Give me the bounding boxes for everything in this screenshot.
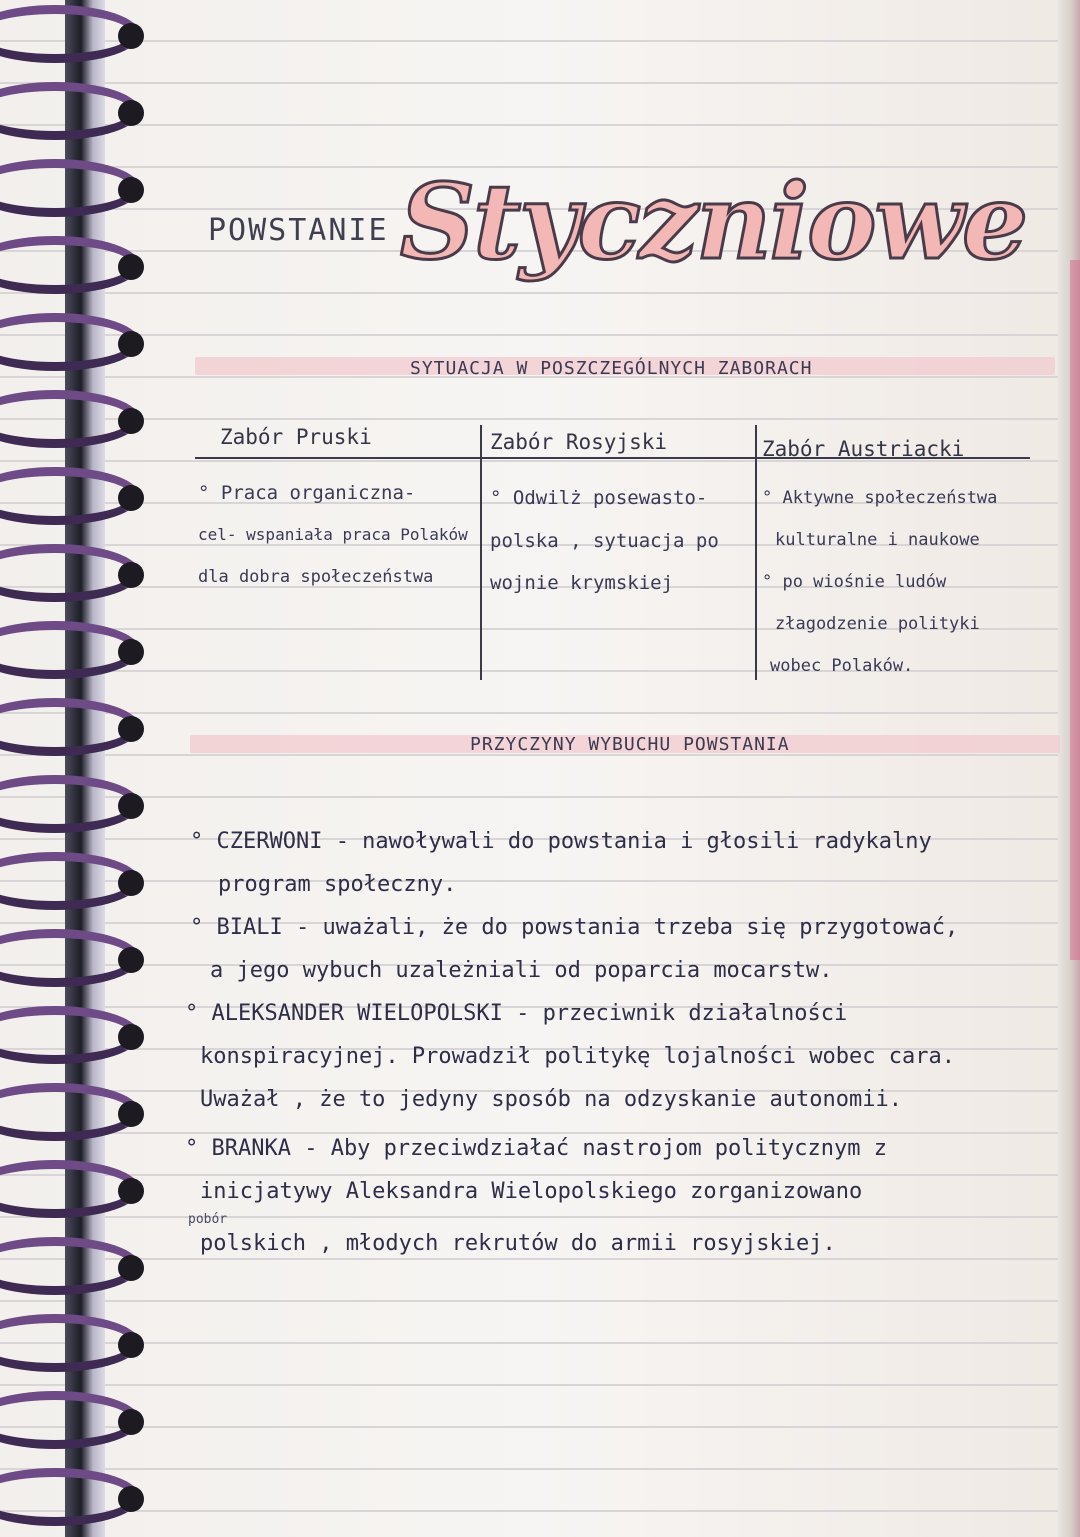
punch-hole xyxy=(118,100,144,126)
prussian-line: ° Praca organiczna- xyxy=(198,482,416,504)
punch-hole xyxy=(118,1101,144,1127)
cause-line: Uważał , że to jedyny sposób na odzyskanie autonomii. xyxy=(200,1087,902,1112)
punch-hole xyxy=(118,485,144,511)
austrian-line: wobec Polaków. xyxy=(770,656,914,676)
punch-hole xyxy=(118,793,144,819)
punch-hole xyxy=(118,1255,144,1281)
cause-line: ° CZERWONI - nawoływali do powstania i głosili radykalny xyxy=(190,829,932,854)
page-tab-marker xyxy=(1070,260,1080,960)
punch-hole xyxy=(118,716,144,742)
austrian-line: ° po wiośnie ludów xyxy=(762,572,947,592)
austrian-line: ° Aktywne społeczeństwa xyxy=(762,488,998,508)
punch-hole xyxy=(118,870,144,896)
prussian-line: cel- wspaniała praca Polaków xyxy=(198,525,468,544)
cause-line: polskich , młodych rekrutów do armii rosyjskiej. xyxy=(200,1231,836,1256)
punch-hole xyxy=(118,254,144,280)
punch-hole xyxy=(118,947,144,973)
cause-line: inicjatywy Aleksandra Wielopolskiego zorganizowano xyxy=(200,1179,863,1204)
column-header-prussian: Zabór Pruski xyxy=(220,425,372,449)
punch-hole xyxy=(118,562,144,588)
punch-hole xyxy=(118,639,144,665)
table-divider-1 xyxy=(480,425,482,680)
column-header-russian: Zabór Rosyjski xyxy=(490,430,668,454)
punch-hole xyxy=(118,1486,144,1512)
cause-line: program społeczny. xyxy=(218,872,457,897)
russian-line: ° Odwilż posewasto- xyxy=(490,487,708,509)
cause-line: konspiracyjnej. Prowadził politykę lojalności wobec cara. xyxy=(200,1044,955,1069)
column-header-austrian: Zabór Austriacki xyxy=(762,437,965,461)
page-title-decorative: Styczniowe xyxy=(400,160,1027,283)
punch-hole xyxy=(118,177,144,203)
cause-line: ° BRANKA - Aby przeciwdziałać nastrojom politycznym z xyxy=(185,1136,887,1161)
cause-line: ° BIALI - uważali, że do powstania trzeba się przygotować, xyxy=(190,915,959,940)
prussian-line: dla dobra społeczeństwa xyxy=(198,567,434,587)
austrian-line: złagodzenie polityki xyxy=(775,614,980,634)
punch-hole xyxy=(118,408,144,434)
punch-hole xyxy=(118,1178,144,1204)
binding-shadow xyxy=(65,0,105,1537)
russian-line: wojnie krymskiej xyxy=(490,572,674,594)
section-heading-causes: PRZYCZYNY WYBUCHU POWSTANIA xyxy=(470,734,790,755)
cause-line: a jego wybuch uzależniali od poparcia mocarstw. xyxy=(210,958,833,983)
punch-hole xyxy=(118,331,144,357)
section-heading-situation: SYTUACJA W POSZCZEGÓLNYCH ZABORACH xyxy=(410,358,813,379)
russian-line: polska , sytuacja po xyxy=(490,530,719,552)
punch-hole xyxy=(118,1409,144,1435)
punch-hole xyxy=(118,23,144,49)
austrian-line: kulturalne i naukowe xyxy=(775,530,980,550)
spiral-binding xyxy=(0,0,150,1537)
punch-hole xyxy=(118,1332,144,1358)
punch-hole xyxy=(118,1024,144,1050)
table-divider-2 xyxy=(755,425,757,680)
page-title-small: POWSTANIE xyxy=(208,213,389,248)
margin-note: pobór xyxy=(188,1212,228,1227)
cause-line: ° ALEKSANDER WIELOPOLSKI - przeciwnik działalności xyxy=(185,1001,848,1026)
